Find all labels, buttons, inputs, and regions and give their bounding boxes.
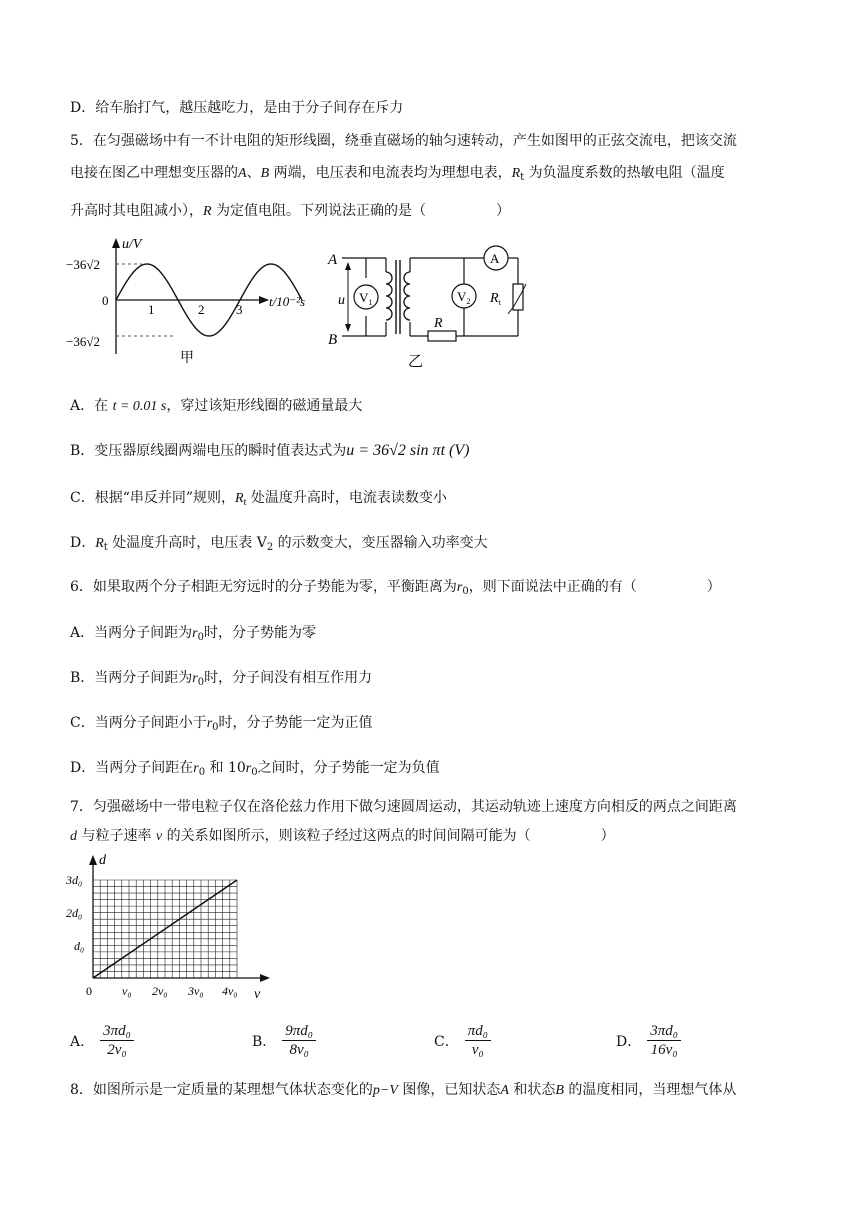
q4-option-d: D．给车胎打气，越压越吃力，是由于分子间存在斥力	[70, 100, 404, 116]
q5-fig-caption-yi: 乙	[408, 354, 424, 370]
q5-fig-tick-1: 1	[148, 302, 155, 317]
voltmeter-v1-symbol: $V_1$	[359, 290, 373, 307]
q6-option-c: C．当两分子间距小于$r_0$时，分子势能一定为正值	[70, 715, 373, 733]
q8-stem-line1: 8．如图所示是一定质量的某理想气体状态变化的p−V 图像，已知状态A 和状态B 的温度相同，当理想气体从	[70, 1082, 737, 1098]
q6-stem: 6．如果取两个分子相距无穷远时的分子势能为零，平衡距离为$r_0$，则下面说法中正确的有（ ）	[70, 579, 721, 597]
q5-option-d: D．$R_t$ 处温度升高时，电压表 $V_2$ 的示数变大，变压器输入功率变大	[70, 535, 488, 553]
q6-option-b: B．当两分子间距为$r_0$时，分子间没有相互作用力	[70, 670, 373, 688]
ammeter-symbol: A	[490, 251, 500, 266]
q7-ytick-1: d₀	[74, 939, 85, 953]
q5-stem-line1: 5．在匀强磁场中有一不计电阻的矩形线圈，绕垂直磁场的轴匀速转动，产生如图甲的正弦交流电，把该交流	[70, 133, 737, 149]
q7-xtick-1: v₀	[122, 984, 132, 998]
q5-option-c: C．根据“串反并同”规则，$R_t$ 处温度升高时，电流表读数变小	[70, 490, 447, 508]
q5-fig-ytop-label: −36√2	[66, 257, 100, 272]
q7-graph-d-vs-v	[66, 852, 286, 1002]
q7-option-c: C． $\frac{\text{πd₀}}{\text{v₀}}$	[434, 1022, 491, 1059]
q5-fig-ybot-label: −36√2	[66, 334, 100, 349]
q5-figure-sine-wave	[64, 236, 324, 366]
q5-option-a: A．在 t = 0.01 s，穿过该矩形线圈的磁通量最大	[70, 398, 363, 414]
q7-origin: 0	[86, 984, 92, 998]
thermistor-rt-label: $R_t$	[490, 291, 501, 307]
q7-ytick-2: 2d₀	[66, 906, 83, 920]
q7-xtick-3: 3v₀	[188, 984, 204, 998]
q6-option-a: A．当两分子间距为$r_0$时，分子势能为零	[70, 625, 316, 643]
q7-ytick-3: 3d₀	[66, 873, 83, 887]
voltmeter-v2-symbol: $V_2$	[457, 289, 471, 306]
q5-fig-xaxis-label: t/10⁻²s	[269, 294, 306, 309]
circuit-label-b: B	[328, 332, 338, 348]
q7-xlabel: v	[254, 987, 261, 1002]
q5-fig-yaxis-label: u/V	[122, 237, 142, 252]
q5-stem-line3: 升高时其电阻减小），R 为定值电阻。下列说法正确的是（ ）	[70, 203, 511, 219]
q5-option-b: B．变压器原线圈两端电压的瞬时值表达式为u = 36√2 sin πt (V)	[70, 442, 470, 459]
circuit-label-a: A	[328, 252, 338, 268]
circuit-label-u: u	[338, 293, 345, 308]
q7-stem-line2: d 与粒子速率 v 的关系如图所示，则该粒子经过这两点的时间间隔可能为（ ）	[70, 828, 615, 844]
q7-ylabel: d	[99, 853, 106, 868]
q6-option-d: D．当两分子间距在$r_0$ 和 $10r_0$之间时，分子势能一定为负值	[70, 760, 440, 778]
q5-fig-caption-jia: 甲	[180, 351, 194, 366]
q7-xtick-2: 2v₀	[152, 984, 168, 998]
q5-stem-line2: 电接在图乙中理想变压器的A、B 两端，电压表和电流表均为理想电表，$R_t$ 为负温度系数的热敏电阻（温度	[70, 165, 725, 183]
q5-fig-zero-label: 0	[102, 293, 109, 308]
q5-figure-circuit	[326, 240, 546, 370]
q7-option-d: D． $\frac{\text{3πd₀}}{\text{16v₀}}$	[616, 1022, 681, 1059]
q5-fig-tick-3: 3	[236, 302, 243, 317]
q7-option-a: A． $\frac{\text{3πd₀}}{\text{2v₀}}$	[70, 1022, 134, 1059]
q5-fig-tick-2: 2	[198, 302, 205, 317]
resistor-r-label: R	[434, 316, 443, 331]
q7-stem-line1: 7．匀强磁场中一带电粒子仅在洛伦兹力作用下做匀速圆周运动，其运动轨迹上速度方向相反的两点之间距离	[70, 799, 737, 815]
q7-option-b: B． $\frac{\text{9πd₀}}{\text{8v₀}}$	[252, 1022, 316, 1059]
q7-xtick-4: 4v₀	[222, 984, 238, 998]
